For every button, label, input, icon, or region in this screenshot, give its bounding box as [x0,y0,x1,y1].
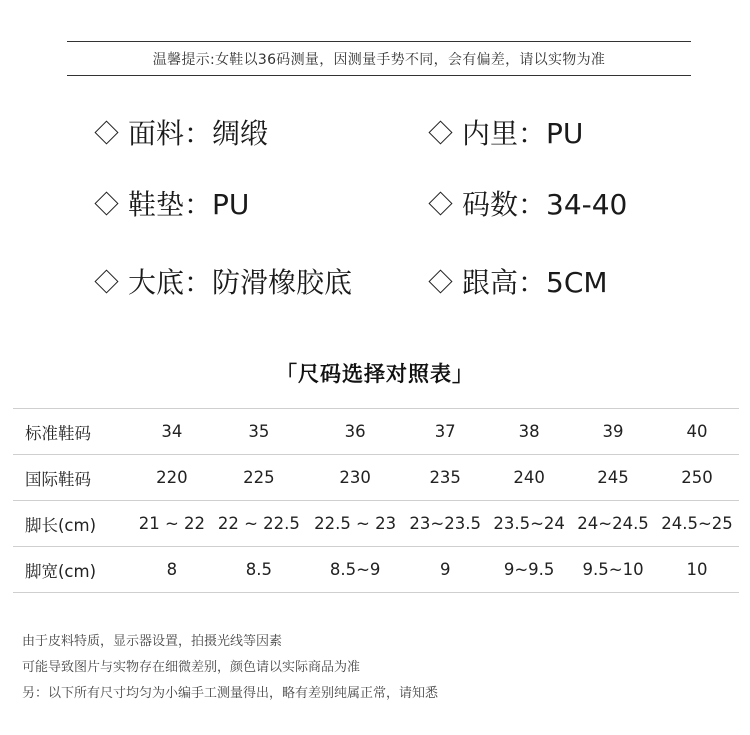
notice-banner [67,41,691,76]
table-cell: 35 [211,409,307,455]
diamond-icon [94,269,118,293]
table-cell: 23.5~24 [487,501,571,547]
diamond-icon [428,269,452,293]
table-cell: 8.5 [211,547,307,593]
spec-outsole-label: 大底：防滑橡胶底 [128,266,353,299]
note-line: 可能导致图片与实物存在细微差别，颜色请以实际商品为准 [22,660,361,675]
table-cell: 235 [403,455,487,501]
row-header: 脚长(cm) [13,501,133,547]
table-cell: 8.5~9 [307,547,403,593]
spec-lining [425,112,583,152]
table-cell: 250 [655,455,739,501]
table-cell: 22 ~ 22.5 [211,501,307,547]
diamond-icon [94,120,118,144]
spec-insole-label: 鞋垫：PU [128,188,250,221]
row-header: 标准鞋码 [13,409,133,455]
table-cell: 39 [571,409,655,455]
spec-size-range-label: 码数：34-40 [462,188,628,221]
table-cell: 21 ~ 22 [133,501,211,547]
spec-material [91,112,268,152]
table-row [13,501,739,547]
table-cell: 34 [133,409,211,455]
table-cell: 8 [133,547,211,593]
table-row [13,455,739,501]
table-cell: 225 [211,455,307,501]
row-header: 脚宽(cm) [13,547,133,593]
table-row [13,547,739,593]
note-line: 由于皮料特质，显示器设置，拍摄光线等因素 [22,634,283,649]
table-cell: 24.5~25 [655,501,739,547]
table-cell: 9~9.5 [487,547,571,593]
diamond-icon [428,191,452,215]
spec-heel-height [425,261,608,301]
table-cell: 10 [655,547,739,593]
table-cell: 9.5~10 [571,547,655,593]
table-cell: 36 [307,409,403,455]
spec-material-label: 面料：绸缎 [128,117,269,150]
table-cell: 40 [655,409,739,455]
table-cell: 23~23.5 [403,501,487,547]
table-row [13,409,739,455]
size-table [13,408,739,593]
table-cell: 220 [133,455,211,501]
table-cell: 37 [403,409,487,455]
diamond-icon [94,191,118,215]
spec-lining-label: 内里：PU [462,117,584,150]
spec-heel-height-label: 跟高：5CM [462,266,608,299]
spec-size-range [425,183,627,223]
row-header: 国际鞋码 [13,455,133,501]
spec-insole [91,183,249,223]
table-cell: 230 [307,455,403,501]
table-cell: 240 [487,455,571,501]
spec-outsole [91,261,352,301]
table-cell: 24~24.5 [571,501,655,547]
notice-text: 温馨提示:女鞋以36码测量，因测量手势不同，会有偏差，请以实物为准 [152,51,606,68]
disclaimer-notes [22,629,438,707]
table-cell: 38 [487,409,571,455]
table-cell: 245 [571,455,655,501]
table-cell: 22.5 ~ 23 [307,501,403,547]
size-table-title: 「尺码选择对照表」 [276,362,474,386]
diamond-icon [428,120,452,144]
table-cell: 9 [403,547,487,593]
note-line: 另：以下所有尺寸均匀为小编手工测量得出，略有差别纯属正常，请知悉 [22,686,439,701]
